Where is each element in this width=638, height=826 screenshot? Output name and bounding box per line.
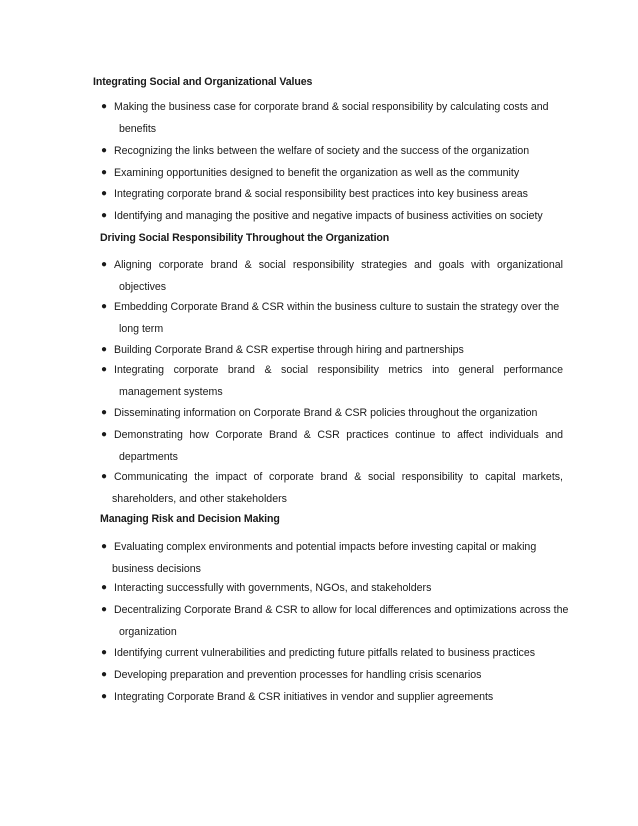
list-item: ● Communicating the impact of corporate brand & social responsibility to capital markets, shareholders, and other stakeholders bbox=[101, 466, 563, 510]
bullet-icon: ● bbox=[101, 101, 108, 112]
list-item: ● Recognizing the links between the welfare of society and the success of the organization bbox=[101, 140, 529, 162]
bullet-icon: ● bbox=[101, 669, 108, 680]
list-item: ● Integrating Corporate Brand & CSR initiatives in vendor and supplier agreements bbox=[101, 686, 493, 708]
section-heading: Managing Risk and Decision Making bbox=[100, 513, 280, 525]
bullet-icon: ● bbox=[101, 301, 108, 312]
list-item: ● Interacting successfully with governments, NGOs, and stakeholders bbox=[101, 577, 431, 599]
list-item: ● Demonstrating how Corporate Brand & CSR practices continue to affect individuals and departments bbox=[101, 424, 563, 468]
bullet-icon: ● bbox=[101, 691, 108, 702]
bullet-icon: ● bbox=[101, 145, 108, 156]
bullet-icon: ● bbox=[101, 541, 108, 552]
bullet-icon: ● bbox=[101, 259, 108, 270]
list-item: ● Identifying current vulnerabilities and predicting future pitfalls related to business practices bbox=[101, 642, 535, 664]
bullet-icon: ● bbox=[101, 344, 108, 355]
list-item: ● Developing preparation and prevention processes for handling crisis scenarios bbox=[101, 664, 481, 686]
list-item: ● Identifying and managing the positive and negative impacts of business activities on society bbox=[101, 205, 543, 227]
bullet-icon: ● bbox=[101, 604, 108, 615]
section-heading: Integrating Social and Organizational Values bbox=[93, 76, 313, 88]
bullet-icon: ● bbox=[101, 471, 108, 482]
list-item: ● Disseminating information on Corporate Brand & CSR policies throughout the organization bbox=[101, 402, 537, 424]
bullet-icon: ● bbox=[101, 429, 108, 440]
bullet-icon: ● bbox=[101, 647, 108, 658]
list-item: ● Aligning corporate brand & social responsibility strategies and goals with organizational objectives bbox=[101, 254, 563, 298]
bullet-icon: ● bbox=[101, 364, 108, 375]
list-item: ● Embedding Corporate Brand & CSR within the business culture to sustain the strategy over the long term bbox=[101, 296, 559, 340]
list-item: ● Evaluating complex environments and potential impacts before investing capital or making business decisions bbox=[101, 536, 536, 580]
bullet-icon: ● bbox=[101, 188, 108, 199]
list-item: ● Examining opportunities designed to benefit the organization as well as the community bbox=[101, 162, 519, 184]
list-item: ● Building Corporate Brand & CSR expertise through hiring and partnerships bbox=[101, 339, 464, 361]
list-item: ● Integrating corporate brand & social responsibility best practices into key business areas bbox=[101, 183, 528, 205]
section-heading: Driving Social Responsibility Throughout the Organization bbox=[100, 232, 390, 244]
list-item: ● Integrating corporate brand & social responsibility metrics into general performance management systems bbox=[101, 359, 563, 403]
bullet-icon: ● bbox=[101, 167, 108, 178]
list-item: ● Decentralizing Corporate Brand & CSR to allow for local differences and optimizations across the organization bbox=[101, 599, 568, 643]
bullet-icon: ● bbox=[101, 407, 108, 418]
list-item: ● Making the business case for corporate brand & social responsibility by calculating costs and benefits bbox=[101, 96, 549, 140]
bullet-icon: ● bbox=[101, 582, 108, 593]
bullet-icon: ● bbox=[101, 210, 108, 221]
